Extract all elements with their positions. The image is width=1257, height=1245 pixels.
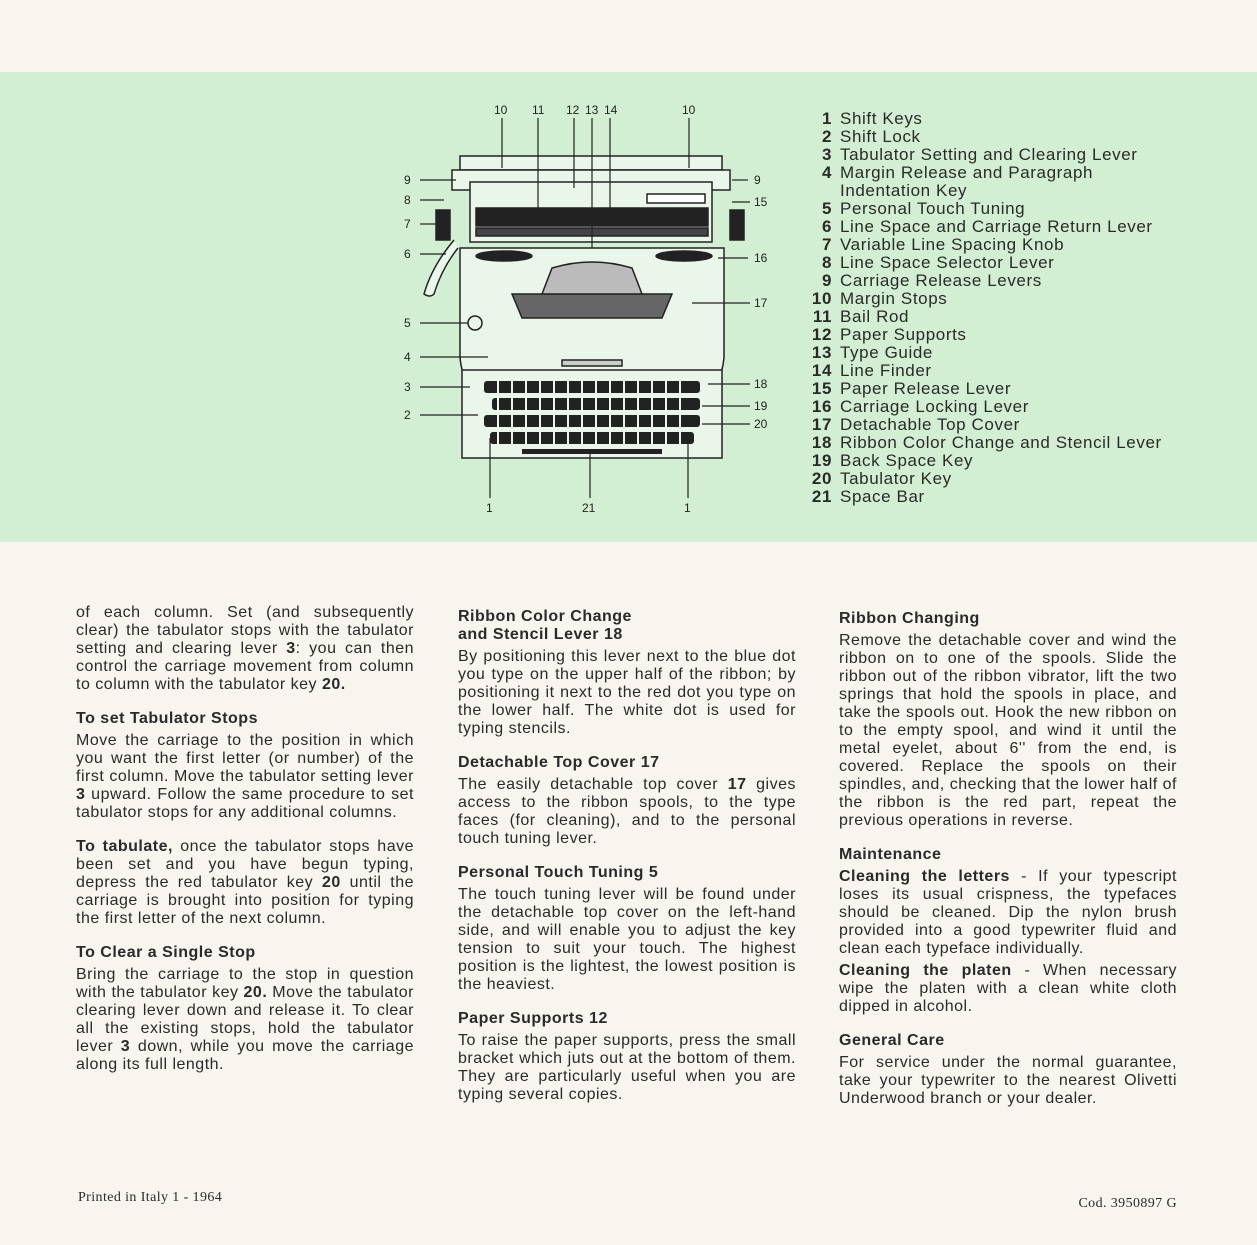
callout-right-3: 17: [754, 296, 768, 310]
column-1: [76, 604, 414, 1090]
legend-number: 5: [821, 199, 832, 218]
legend-number: 4: [821, 163, 832, 182]
heading-personal-touch-tuning: Personal Touch Tuning 5: [458, 864, 659, 881]
legend-item: [810, 326, 1162, 344]
legend-label: Carriage Locking Lever: [840, 397, 1029, 416]
paragraph-tabulator-intro: of each column. Set (and subsequently clear) the tabulator stops with the tabulator setting and clearing lever 3: you can then control the carriage movement from column to column with the tabulator key 20.: [76, 604, 415, 693]
paragraph-general-care: For service under the normal guarantee, take your typewriter to the nearest Olivetti Underwood branch or your dealer.: [839, 1054, 1177, 1107]
paragraph-cleaning-platen: Cleaning the platen - When necessary wipe the platen with a clean white cloth dipped in alcohol.: [839, 962, 1177, 1015]
heading-ribbon-changing: Ribbon Changing: [839, 610, 980, 627]
heading-maintenance: Maintenance: [839, 846, 942, 863]
callout-right-4: 18: [754, 377, 768, 391]
legend-label: Variable Line Spacing Knob: [840, 235, 1065, 254]
legend-item: [810, 308, 1162, 326]
column-2: [458, 608, 796, 1120]
print-info: Printed in Italy 1 - 1964: [78, 1190, 223, 1205]
legend-item: [810, 362, 1162, 380]
legend-label: Shift Lock: [840, 127, 921, 146]
legend-item: [810, 290, 1162, 308]
diagram-right-labels: [754, 173, 768, 431]
legend-number: 21: [811, 487, 832, 506]
callout-right-5: 19: [754, 399, 768, 413]
legend-number: 8: [821, 253, 832, 272]
heading-detachable-top-cover: Detachable Top Cover 17: [458, 754, 660, 771]
legend-number: 13: [811, 343, 832, 362]
legend-item: [810, 236, 1162, 254]
legend-item: [810, 434, 1162, 452]
legend-label: Line Space and Carriage Return Lever: [840, 217, 1153, 236]
legend-number: 15: [811, 379, 832, 398]
legend-label: Personal Touch Tuning: [840, 199, 1026, 218]
legend-label: Line Finder: [840, 361, 932, 380]
paragraph-personal-touch-tuning: The touch tuning lever will be found under the detachable top cover on the left-hand side, and will enable you to adjust the key tension to suit your touch. The highest position is the lightest, the lowest position is the heaviest.: [458, 886, 796, 993]
legend-number: 7: [821, 235, 832, 254]
legend-item: [810, 200, 1162, 218]
callout-left-1: 8: [404, 193, 411, 207]
paragraph-clear-single-stop: Bring the carriage to the stop in question with the tabulator key 20. Move the tabulator clearing lever down and release it. To clear all the existing stops, hold the tabulator lever 3 down, while you move the carriage along its full length.: [76, 966, 415, 1073]
legend-item: [810, 398, 1162, 416]
legend-item: [810, 380, 1162, 398]
legend-item: [810, 146, 1162, 164]
legend-number: 19: [811, 451, 832, 470]
callout-bottom-2: 1: [684, 501, 691, 515]
callout-left-5: 4: [404, 350, 411, 364]
paragraph-detachable-top-cover: The easily detachable top cover 17 gives access to the ribbon spools, to the type faces (for cleaning), and to the personal touch tuning lever.: [458, 776, 797, 847]
callout-bottom-0: 1: [486, 501, 493, 515]
legend-label: Space Bar: [840, 487, 925, 506]
parts-legend: [810, 110, 1162, 506]
callout-left-4: 5: [404, 316, 411, 330]
paragraph-ribbon-color-change: By positioning this lever next to the blue dot you type on the upper half of the ribbon; by positioning it next to the red dot you type on the lower half. The white dot is used for typing stencils.: [458, 648, 796, 737]
callout-left-7: 2: [404, 408, 411, 422]
legend-label: Type Guide: [840, 343, 933, 362]
legend-label: Margin Stops: [840, 289, 948, 308]
legend-label: Carriage Release Levers: [840, 271, 1042, 290]
legend-number: 16: [811, 397, 832, 416]
callout-top-2: 12: [566, 103, 580, 117]
heading-ribbon-color-change: Ribbon Color Change and Stencil Lever 18: [458, 608, 632, 643]
legend-number: 20: [811, 469, 832, 488]
legend-item: [810, 470, 1162, 488]
legend-number: 3: [821, 145, 832, 164]
legend-item: [810, 416, 1162, 434]
legend-item: [810, 164, 1162, 200]
callout-right-6: 20: [754, 417, 768, 431]
legend-number: 10: [811, 289, 832, 308]
legend-item: [810, 488, 1162, 506]
legend-number: 14: [811, 361, 832, 380]
callout-bottom-1: 21: [582, 501, 596, 515]
paragraph-ribbon-changing: Remove the detachable cover and wind the ribbon on to one of the spools. Slide the ribbon out of the ribbon vibrator, lift the two springs that hold the spools in place, and take the spools out. Hook the new ribbon on to the empty spool, and wind it until the metal eyelet, about 6'' from the end, is covered. Replace the spools on their spindles, and, checking that the lower half of the ribbon is the red part, repeat the previous operations in reverse.: [839, 632, 1177, 829]
heading-clear-single-stop: To Clear a Single Stop: [76, 944, 256, 961]
legend-item: [810, 344, 1162, 362]
paragraph-set-tabulator-stops: Move the carriage to the position in which you want the first letter (or number) of the first column. Move the tabulator setting lever 3 upward. Follow the same procedure to set tabulator stops for any additional columns.: [76, 732, 414, 821]
legend-label: Paper Supports: [840, 325, 967, 344]
paragraph-to-tabulate: To tabulate, once the tabulator stops have been set and you have begun typing, depress the red tabulator key 20 until the carriage is brought into position for typing the first letter of the next column.: [76, 838, 415, 927]
legend-item: [810, 452, 1162, 470]
callout-left-0: 9: [404, 173, 411, 187]
legend-number: 17: [811, 415, 832, 434]
legend-item: [810, 254, 1162, 272]
callout-top-0: 10: [494, 103, 508, 117]
legend-label: Tabulator Key: [840, 469, 952, 488]
diagram-bottom-labels: [486, 501, 691, 515]
legend-label: Ribbon Color Change and Stencil Lever: [840, 433, 1162, 452]
legend-label: Paper Release Lever: [840, 379, 1012, 398]
legend-item: [810, 218, 1162, 236]
callout-top-1: 11: [532, 103, 545, 117]
legend-item: [810, 128, 1162, 146]
legend-label: Tabulator Setting and Clearing Lever: [840, 145, 1138, 164]
legend-label: Shift Keys: [840, 109, 923, 128]
callout-right-2: 16: [754, 251, 768, 265]
legend-number: 11: [812, 307, 832, 326]
document-code: Cod. 3950897 G: [1078, 1196, 1177, 1211]
callout-top-4: 14: [604, 103, 618, 117]
diagram-top-labels: [494, 103, 696, 117]
callout-left-2: 7: [404, 217, 411, 231]
legend-number: 12: [811, 325, 832, 344]
legend-number: 18: [811, 433, 832, 452]
callout-top-3: 13: [585, 103, 599, 117]
legend-label: Back Space Key: [840, 451, 974, 470]
legend-number: 9: [821, 271, 832, 290]
callout-right-1: 15: [754, 195, 768, 209]
legend-item: [810, 272, 1162, 290]
callout-top-5: 10: [682, 103, 696, 117]
typewriter-diagram: [392, 98, 792, 523]
legend-label: Bail Rod: [840, 307, 910, 326]
diagram-left-labels: [404, 173, 411, 422]
heading-set-tabulator-stops: To set Tabulator Stops: [76, 710, 258, 727]
legend-item: [810, 110, 1162, 128]
heading-paper-supports: Paper Supports 12: [458, 1010, 608, 1027]
legend-number: 1: [821, 109, 832, 128]
paragraph-paper-supports: To raise the paper supports, press the small bracket which juts out at the bottom of them. They are particularly useful when you are typing several copies.: [458, 1032, 796, 1103]
column-3: [839, 610, 1177, 1124]
callout-left-6: 3: [404, 380, 411, 394]
heading-general-care: General Care: [839, 1032, 945, 1049]
legend-label: Detachable Top Cover: [840, 415, 1020, 434]
legend-label: Margin Release and Paragraph Indentation Key: [840, 163, 1094, 200]
callout-left-3: 6: [404, 247, 411, 261]
legend-label: Line Space Selector Lever: [840, 253, 1055, 272]
paragraph-cleaning-letters: Cleaning the letters - If your typescript loses its usual crispness, the typefaces should be cleaned. Dip the nylon brush provided into a good typewriter fluid and clean each typeface individually.: [839, 868, 1177, 957]
legend-number: 2: [821, 127, 832, 146]
callout-right-0: 9: [754, 173, 761, 187]
legend-number: 6: [821, 217, 832, 236]
